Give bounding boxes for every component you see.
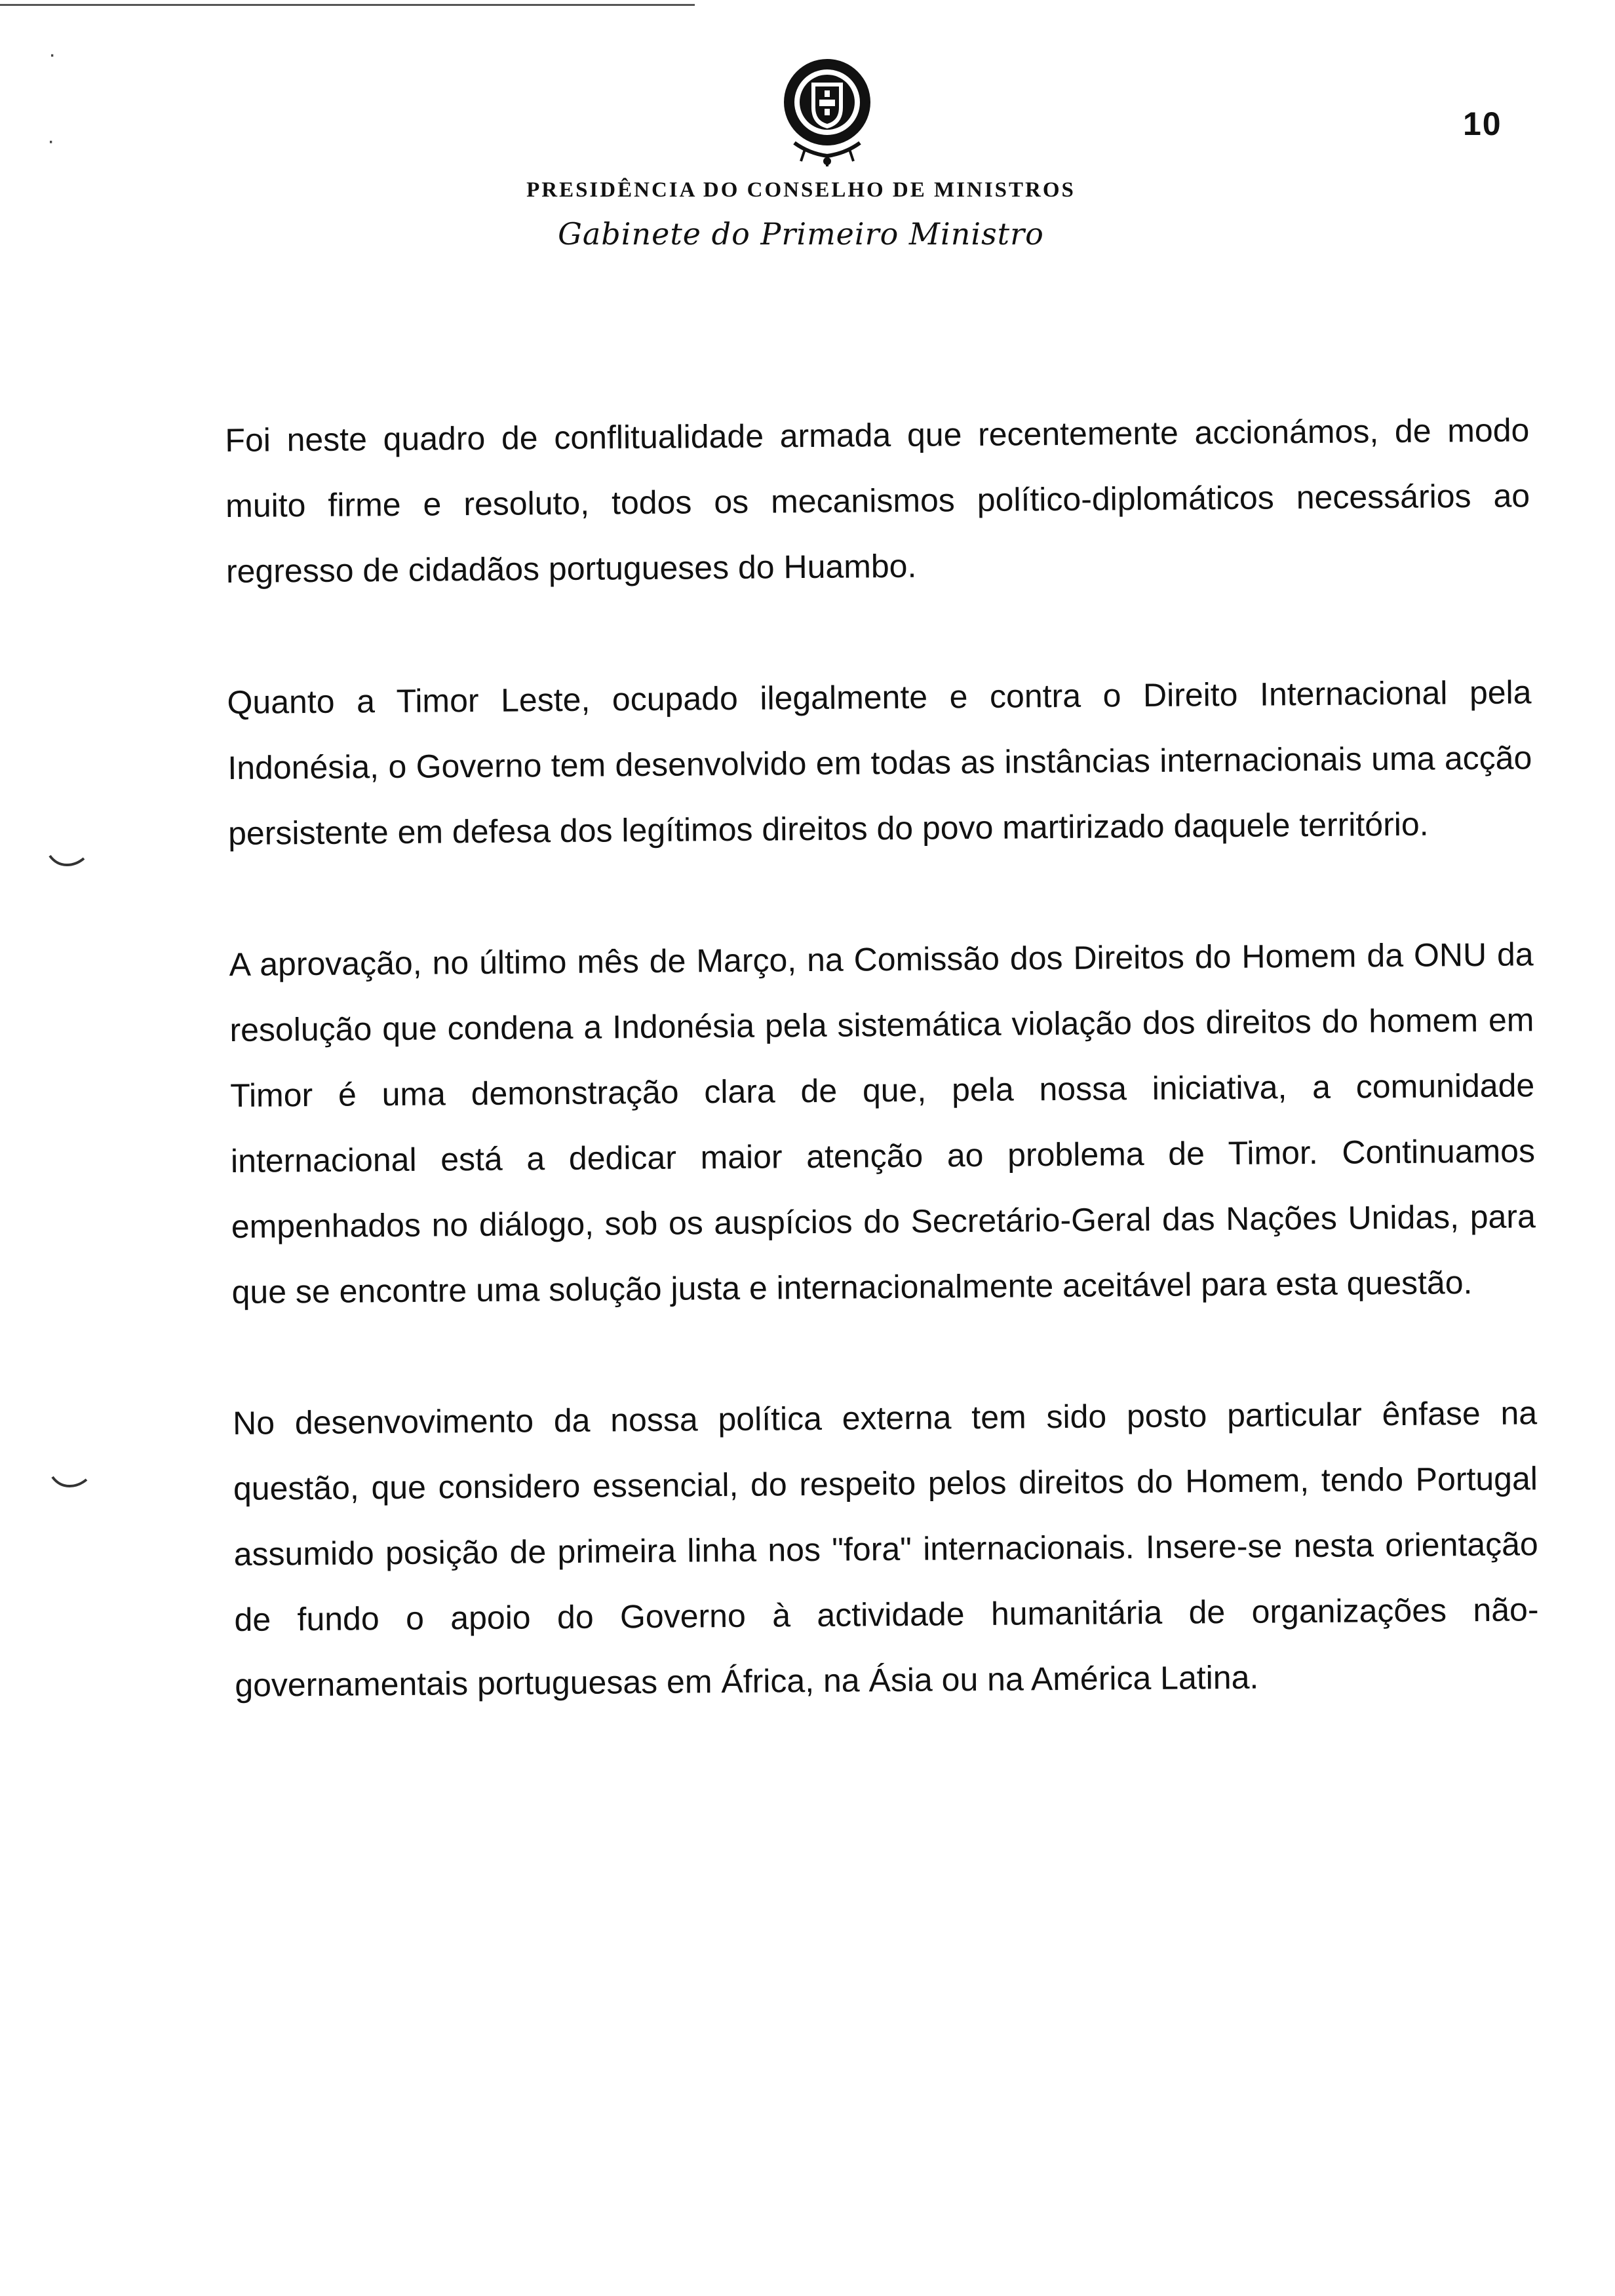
scan-top-rule: [0, 4, 695, 6]
scan-mark: ·: [49, 42, 56, 67]
header-organization: PRESIDÊNCIA DO CONSELHO DE MINISTROS: [526, 178, 1076, 202]
portuguese-coat-of-arms-icon: [768, 51, 886, 169]
paragraph: No desenvovimento da nossa política externa tem sido posto particular ênfase na questão, que considero essencial, do respeito pelos direitos do Homem, tendo Portugal assumido posição de primeira linha nos "fora" internacionais. Insere-se nesta orientação de fundo o apoio do Governo à actividade humanitária de organizações não-governamentais portuguesas em África, na Ásia ou na América Latina.: [232, 1394, 1539, 1704]
binder-tick-icon: [50, 1473, 92, 1490]
paragraph: Foi neste quadro de conflitualidade armada que recentemente accionámos, de modo muito firme e resoluto, todos os mecanismos político-diplomáticos necessários ao regresso de cidadãos portugueses do Huambo.: [225, 411, 1530, 590]
scan-mark: ·: [47, 128, 55, 153]
document-body: [225, 397, 1540, 1718]
header-office: Gabinete do Primeiro Ministro: [558, 216, 1044, 252]
paragraph: Quanto a Timor Leste, ocupado ilegalmente e contra o Direito Internacional pela Indonésia, o Governo tem desenvolvido em todas as instâncias internacionais uma acção persistente em defesa dos legítimos direitos do povo martirizado daquele território.: [227, 674, 1532, 852]
paragraph: A aprovação, no último mês de Março, na Comissão dos Direitos do Homem da ONU da resolução que condena a Indonésia pela sistemática violação dos direitos do homem em Timor é uma demonstração clara de que, pela nossa iniciativa, a comunidade internacional está a dedicar maior atenção ao problema de Timor. Continuamos empenhados no diálogo, sob os auspícios do Secretário-Geral das Nações Unidas, para que se encontre uma solução justa e internacionalmente aceitável para esta questão.: [229, 936, 1536, 1311]
page-number: 10: [1463, 105, 1502, 142]
binder-tick-icon: [47, 852, 89, 869]
